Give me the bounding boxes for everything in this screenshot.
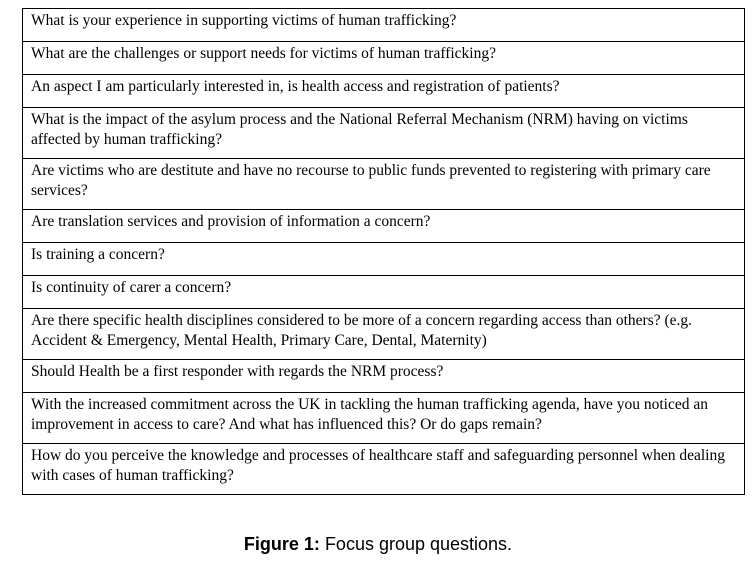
table-row (23, 243, 745, 276)
focus-group-questions-table (22, 8, 745, 495)
table-row (23, 108, 745, 159)
table-row (23, 75, 745, 108)
question-cell: What is your experience in supporting victims of human trafficking? (23, 9, 745, 42)
figure-caption-text: Focus group questions. (319, 534, 513, 554)
table-row (23, 444, 745, 495)
question-cell: How do you perceive the knowledge and processes of healthcare staff and safeguarding personnel when dealing with cases of human trafficking? (23, 444, 745, 495)
table-row (23, 210, 745, 243)
question-cell: Is training a concern? (23, 243, 745, 276)
table-row (23, 42, 745, 75)
question-cell: With the increased commitment across the UK in tackling the human trafficking agenda, have you noticed an improvement in access to care? And what has influenced this? Or do gaps remain? (23, 393, 745, 444)
question-cell: An aspect I am particularly interested in, is health access and registration of patients? (23, 75, 745, 108)
question-cell: Should Health be a first responder with regards the NRM process? (23, 360, 745, 393)
question-cell: Is continuity of carer a concern? (23, 276, 745, 309)
figure-label: Figure 1: (243, 534, 320, 554)
table-row (23, 9, 745, 42)
table-row (23, 393, 745, 444)
question-cell: What are the challenges or support needs for victims of human trafficking? (23, 42, 745, 75)
question-cell: Are there specific health disciplines considered to be more of a concern regarding access than others? (e.g. Accident & Emergency, Mental Health, Primary Care, Dental, Maternity) (23, 309, 745, 360)
table-row (23, 276, 745, 309)
table-row (23, 159, 745, 210)
question-cell: Are translation services and provision of information a concern? (23, 210, 745, 243)
question-cell: Are victims who are destitute and have no recourse to public funds prevented to registering with primary care services? (23, 159, 745, 210)
table-row (23, 360, 745, 393)
table-row (23, 309, 745, 360)
question-cell: What is the impact of the asylum process and the National Referral Mechanism (NRM) having on victims affected by human trafficking? (23, 108, 745, 159)
figure-caption (0, 534, 756, 555)
